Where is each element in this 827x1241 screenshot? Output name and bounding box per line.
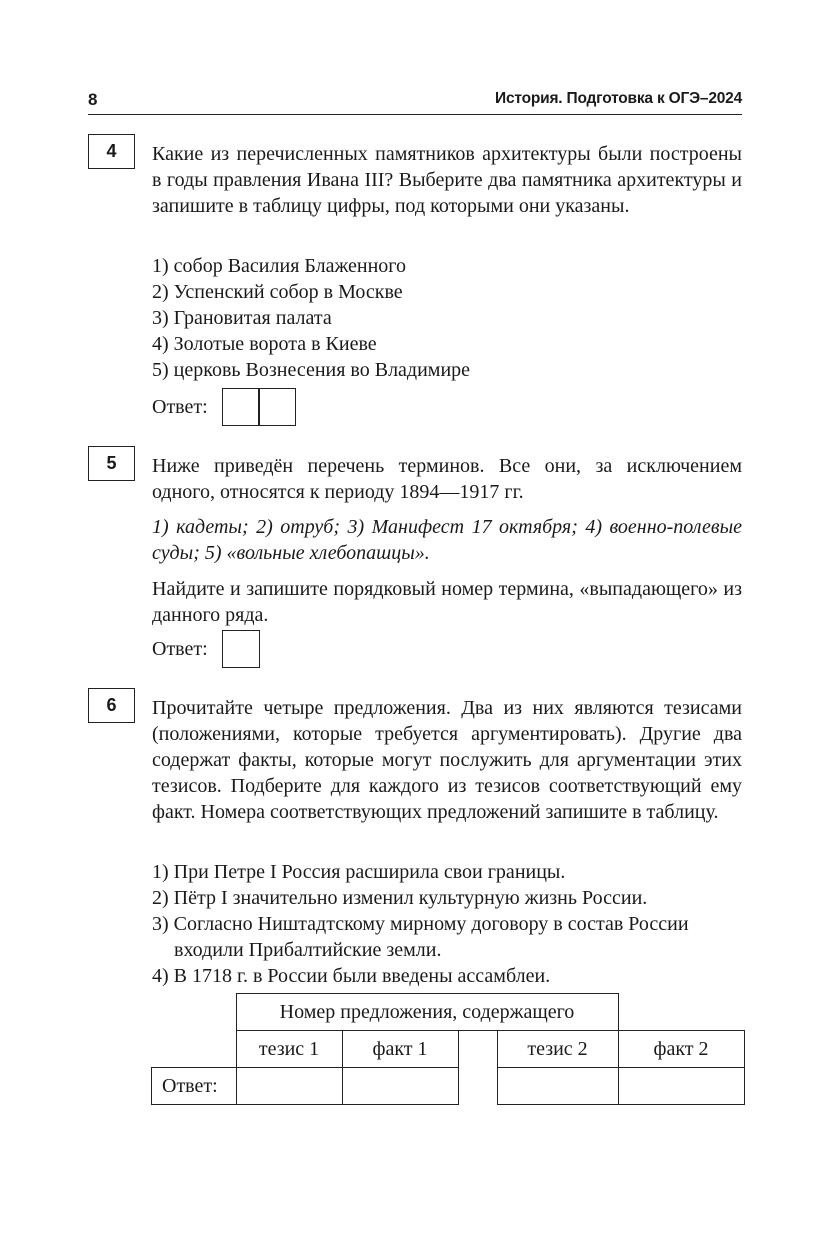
q5-terms: 1) кадеты; 2) отруб; 3) Манифест 17 октября; 4) военно-полевые суды; 5) «вольные хлебопашцы». bbox=[152, 516, 742, 564]
table-gap bbox=[458, 1031, 497, 1068]
question-number-5: 5 bbox=[88, 446, 135, 481]
question-number-4: 4 bbox=[88, 134, 135, 169]
question-number-6: 6 bbox=[88, 688, 135, 723]
column-header-fact-1: факт 1 bbox=[342, 1031, 458, 1068]
q4-prompt: Какие из перечисленных памятников архитектуры были построены в годы правления Ивана III? Выберите два памятника архитектуры и запишите в таблицу цифры, под которыми они указаны. bbox=[152, 143, 742, 217]
table-spacer bbox=[152, 1031, 237, 1068]
answer-row-label: Ответ: bbox=[152, 1068, 237, 1105]
column-header-fact-2: факт 2 bbox=[618, 1031, 744, 1068]
q4-options bbox=[152, 253, 470, 383]
list-item: 3) Согласно Ништадтскому мирному договору в состав России входили Прибалтийские земли. bbox=[152, 913, 689, 961]
q5-prompt: Ниже приведён перечень терминов. Все они, за исключением одного, относятся к периоду 1894—1917 гг. bbox=[152, 455, 742, 503]
list-item: 2) Пётр I значительно изменил культурную жизнь России. bbox=[152, 887, 648, 909]
answer-cell-fact-1[interactable] bbox=[342, 1068, 458, 1105]
q4-answer-cell-1[interactable] bbox=[222, 388, 260, 426]
list-item: 1) собор Василия Блаженного bbox=[152, 255, 407, 277]
answer-cell-thesis-1[interactable] bbox=[236, 1068, 342, 1105]
list-item: 4) Золотые ворота в Киеве bbox=[152, 333, 377, 355]
list-item: 1) При Петре I Россия расширила свои границы. bbox=[152, 861, 566, 883]
q5-task: Найдите и запишите порядковый номер термина, «выпадающего» из данного ряда. bbox=[152, 578, 742, 626]
list-item: 2) Успенский собор в Москве bbox=[152, 281, 403, 303]
q6-answer-table bbox=[151, 993, 745, 1105]
answer-cell-fact-2[interactable] bbox=[618, 1068, 744, 1105]
table-gap bbox=[458, 1068, 497, 1105]
q5-answer-label: Ответ: bbox=[152, 638, 208, 660]
running-title: История. Подготовка к ОГЭ–2024 bbox=[495, 90, 742, 107]
list-item: 4) В 1718 г. в России были введены ассамблеи. bbox=[152, 965, 551, 987]
table-header: Номер предложения, содержащего bbox=[236, 994, 618, 1031]
q6-prompt: Прочитайте четыре предложения. Два из них являются тезисами (положениями, которые требуется аргументировать). Другие два содержат факты, которые могут послужить для аргументации этих тезисов. Подберите для каждого из тезисов соответствующий ему факт. Номера соответствующих предложений запишите в таблицу. bbox=[152, 697, 742, 823]
list-item: 3) Грановитая палата bbox=[152, 307, 332, 329]
column-header-thesis-1: тезис 1 bbox=[236, 1031, 342, 1068]
answer-cell-thesis-2[interactable] bbox=[497, 1068, 618, 1105]
page-number: 8 bbox=[88, 90, 98, 109]
column-header-thesis-2: тезис 2 bbox=[497, 1031, 618, 1068]
list-item: 5) церковь Вознесения во Владимире bbox=[152, 359, 471, 381]
q4-answer-cell-2[interactable] bbox=[258, 388, 296, 426]
table-spacer bbox=[152, 994, 237, 1031]
q5-answer-cell[interactable] bbox=[222, 630, 260, 668]
page-header bbox=[88, 86, 742, 115]
q6-sentences bbox=[152, 859, 742, 989]
q4-answer-label: Ответ: bbox=[152, 396, 208, 418]
